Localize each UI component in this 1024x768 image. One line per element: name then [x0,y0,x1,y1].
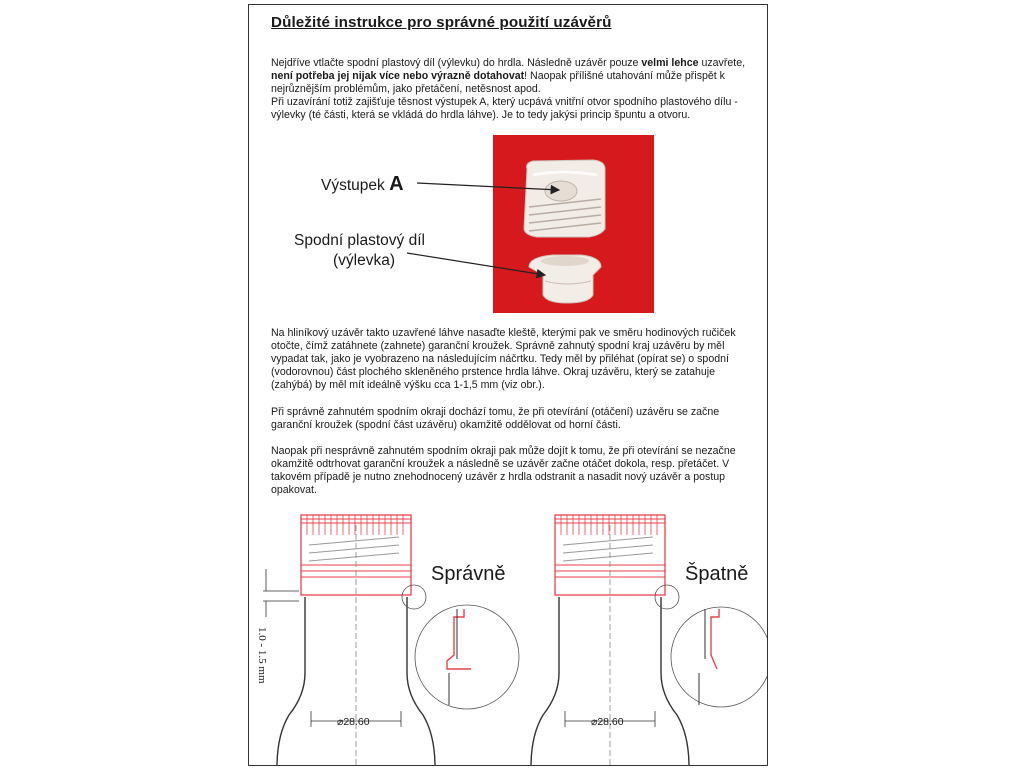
correct-result-paragraph: Při správně zahnutém spodním okraji dochází tomu, že při otevírání (otáčení) uzávěru se začne garanční kroužek (spodní část uzávěru) okamžitě oddělovat od horní části. [271,406,720,431]
crimping-paragraph: Na hliníkový uzávěr takto uzavřené láhve nasaďte kleště, kterými pak ve směru hodinových ručiček otočte, čímž zatáhnete (zahnete) garanční kroužek. Správně zahnutý spodní kraj uzávěru by měl vypadat tak, jako je vyobrazeno na následujícím náčrtku. Tedy měl by přiléhat (opírat se) o spodní (vodorovnou) část plochého skleněného prstence hrdla láhve. Okraj uzávěru, který se zatahuje (zahýbá) by měl mít ideálně výšku cca 1-1,5 mm (viz obr.). [271,327,736,391]
diameter-label-correct: ⌀28.60 [337,716,370,728]
instruction-sheet [248,4,768,766]
intro-bold-very-lightly: velmi lehce [641,57,699,69]
label-correct: Správně [431,563,506,585]
label-protrusion-letter: A [389,173,404,195]
incorrect-result-paragraph: Naopak při nesprávně zahnutém spodním okraji pak může dojít k tomu, že při otevírání se nezačne okamžitě odtrhovat garanční kroužek a následně se uzávěr začne otáčet dokola, resp. přetáčet. V takovém případě je nutno znehodnocený uzávěr z hrdla odstranit a nasadit nový uzávěr a postup opakovat. [271,445,736,496]
bottle-incorrect [531,515,768,766]
label-protrusion-text: Výstupek [321,177,385,194]
bottle-drawings [249,5,768,766]
intro-text-2: uzavřete, [698,57,746,69]
measurement-label: 1.0 - 1.5 mm [256,627,268,684]
intro-text-4: Při uzavírání totiž zajišťuje těsnost výstupek A, který ucpává vnitřní otvor spodního plastového dílu - výlevky (té části, která se vkládá do hrdla láhve). Je to tedy jakýsi princip špuntu a otvoru. [271,96,738,121]
bottle-correct [263,515,519,766]
intro-text-1: Nejdříve vtlačte spodní plastový díl (výlevku) do hrdla. Následně uzávěr pouze [271,57,642,69]
intro-text-3: ! Naopak přílišné utahování může přispět k nejrůznějším problémům, jako přetáčení, netěsnost apod. [271,70,725,95]
document-title: Důležité instrukce pro správné použití uzávěrů [271,14,612,31]
label-spout-line2: (výlevka) [333,252,396,269]
label-incorrect: Špatně [685,563,749,585]
label-spout-line1: Spodní plastový díl [294,232,425,249]
intro-bold-no-tightening: není potřeba jej nijak více nebo výrazně dotahovat [271,70,525,82]
diameter-label-incorrect: ⌀28.60 [591,716,624,728]
